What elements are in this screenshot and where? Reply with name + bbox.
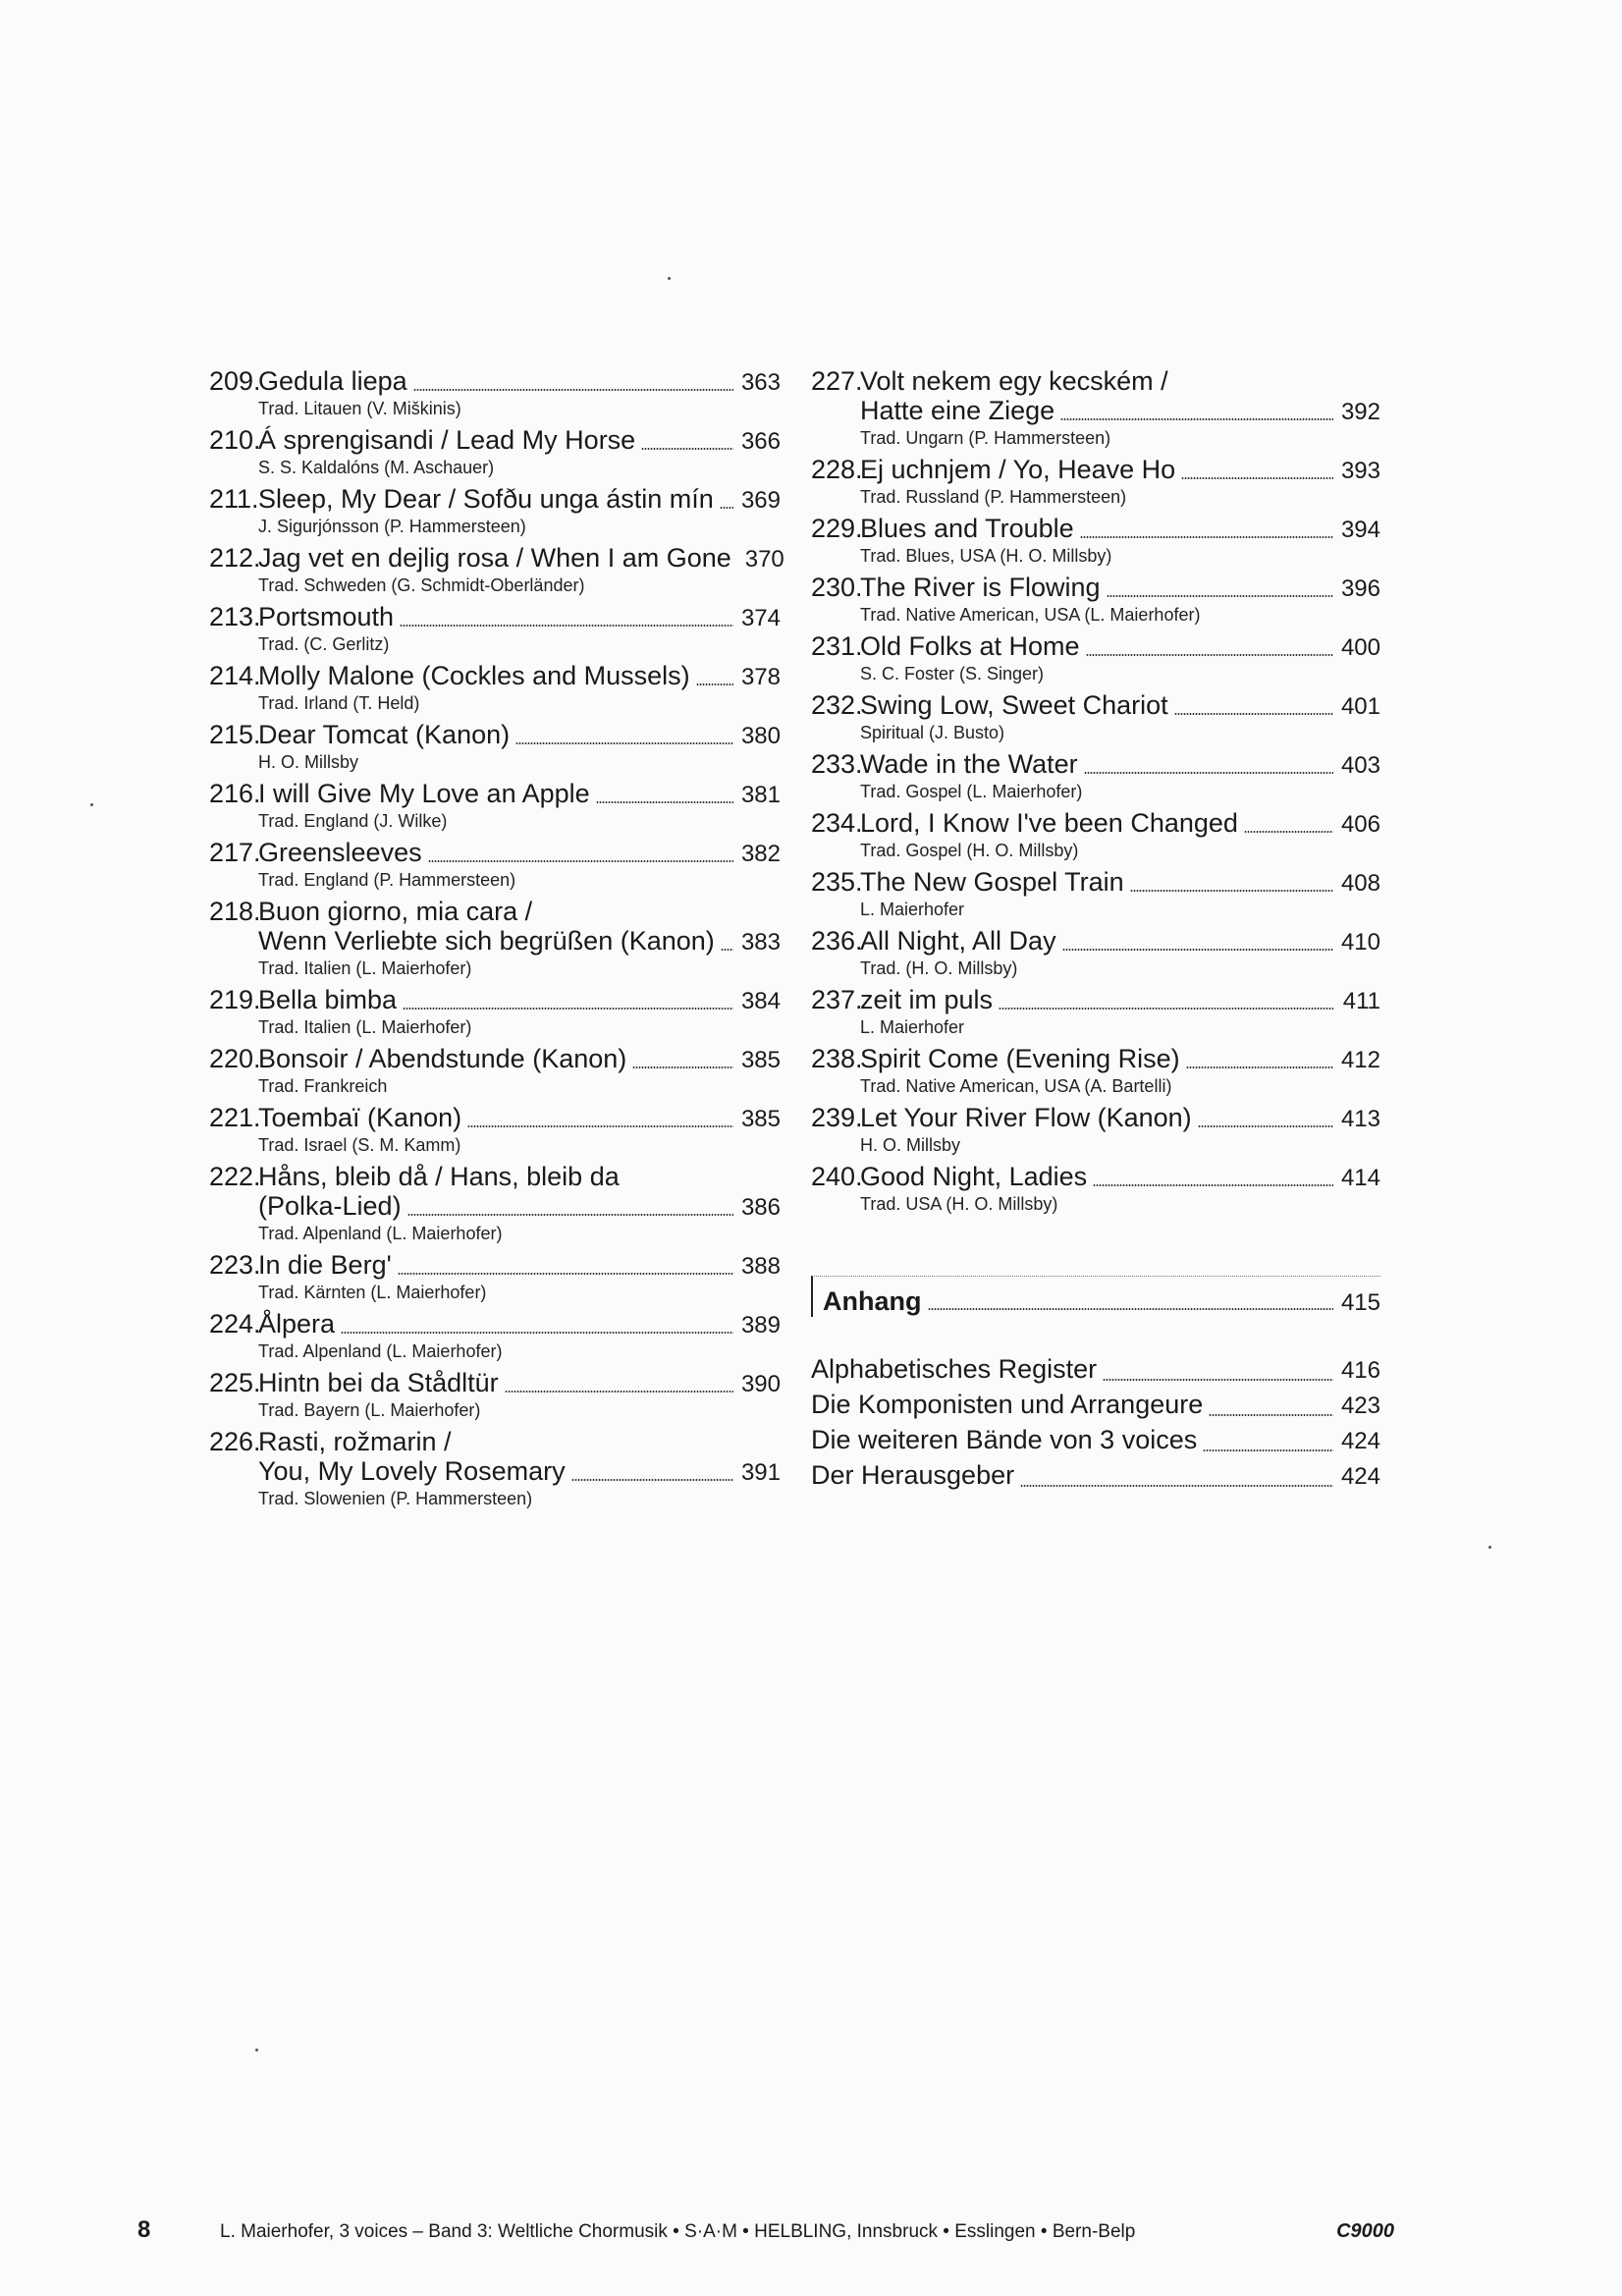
- appendix-page: 423: [1340, 1393, 1380, 1419]
- entry-credit: Spiritual (J. Busto): [860, 723, 1005, 742]
- entry-page: 388: [740, 1253, 781, 1280]
- leader-dots: [1130, 890, 1333, 892]
- entry-number: 230.: [811, 573, 863, 602]
- entry-title: Swing Low, Sweet Chariot: [860, 690, 1168, 720]
- entry-credit: Trad. Gospel (H. O. Millsby): [860, 841, 1079, 860]
- entry-title: Á sprengisandi / Lead My Horse: [258, 425, 636, 455]
- leader-dots: [413, 389, 733, 391]
- toc-entry-line: [209, 1250, 781, 1282]
- toc-entry-line: [209, 1191, 781, 1223]
- entry-number: 220.: [209, 1044, 261, 1073]
- toc-entry-line: [209, 985, 781, 1016]
- entry-number: 232.: [811, 690, 863, 720]
- toc-entry: [811, 749, 1380, 802]
- toc-entry: [811, 926, 1380, 979]
- toc-entry: [811, 985, 1380, 1038]
- leader-dots: [928, 1308, 1334, 1310]
- toc-entry-line: [811, 396, 1380, 427]
- toc-entry: [811, 514, 1380, 567]
- entry-page: 381: [740, 782, 781, 808]
- entry-title: Buon giorno, mia cara /: [258, 897, 533, 926]
- toc-entry-line: [811, 1044, 1380, 1075]
- leader-dots: [407, 1214, 733, 1216]
- appendix-title: Die weiteren Bände von 3 voices: [811, 1425, 1198, 1454]
- toc-left-column: [209, 366, 784, 1515]
- entry-credit: Trad. Italien (L. Maierhofer): [258, 1017, 472, 1037]
- appendix-page: 424: [1340, 1463, 1380, 1490]
- leader-dots: [1181, 477, 1333, 479]
- leader-dots: [1060, 418, 1333, 420]
- entry-page: 408: [1340, 870, 1380, 897]
- entry-title: All Night, All Day: [860, 926, 1056, 956]
- entry-number: 229.: [811, 514, 863, 543]
- entry-title: Sleep, My Dear / Sofðu unga ástin mín: [258, 484, 714, 514]
- toc-entry-line: [209, 425, 781, 457]
- entry-page: 370: [744, 546, 784, 573]
- entry-number: 238.: [811, 1044, 863, 1073]
- entry-number: 234.: [811, 808, 863, 838]
- entry-page: 400: [1340, 634, 1380, 661]
- toc-entry: [811, 573, 1380, 626]
- toc-entry: [209, 661, 781, 714]
- entry-title: I will Give My Love an Apple: [258, 779, 590, 808]
- entry-page: 369: [740, 487, 781, 514]
- entry-number: 226.: [209, 1427, 261, 1456]
- entry-number: 237.: [811, 985, 863, 1014]
- leader-dots: [400, 625, 733, 627]
- entry-page: 380: [740, 723, 781, 749]
- entry-number: 225.: [209, 1368, 261, 1397]
- entry-credit: Trad. Ungarn (P. Hammersteen): [860, 428, 1111, 448]
- entry-page: 386: [740, 1194, 781, 1221]
- entry-title: Let Your River Flow (Kanon): [860, 1103, 1192, 1132]
- appendix-title: Der Herausgeber: [811, 1460, 1015, 1490]
- toc-entry-line: [811, 1103, 1380, 1134]
- entry-credit: J. Sigurjónsson (P. Hammersteen): [258, 517, 526, 536]
- entry-page: 374: [740, 605, 781, 631]
- toc-entry: [811, 1162, 1380, 1215]
- entry-number: 240.: [811, 1162, 863, 1191]
- toc-entry-line: [209, 1368, 781, 1399]
- entry-credit: H. O. Millsby: [860, 1135, 961, 1155]
- leader-dots: [467, 1125, 733, 1127]
- leader-dots: [596, 801, 733, 803]
- leader-dots: [1080, 536, 1333, 538]
- toc-entry-line: [811, 808, 1380, 840]
- toc-entry-line: [209, 1162, 781, 1191]
- toc-entry: [209, 1368, 781, 1421]
- toc-entry-line: [209, 1103, 781, 1134]
- entry-credit: Trad. Irland (T. Held): [258, 693, 420, 713]
- footer-page-number: 8: [137, 2216, 151, 2243]
- entry-credit: Trad. Kärnten (L. Maierhofer): [258, 1283, 487, 1302]
- entry-credit: S. S. Kaldalóns (M. Aschauer): [258, 458, 495, 477]
- leader-dots: [641, 448, 733, 450]
- entry-number: 224.: [209, 1309, 261, 1339]
- toc-entry-line: [811, 867, 1380, 899]
- toc-entry-line: [209, 1044, 781, 1075]
- entry-page: 413: [1340, 1106, 1380, 1132]
- entry-page: 389: [740, 1312, 781, 1339]
- toc-entry-line: [209, 484, 781, 516]
- toc-entry-line: [811, 514, 1380, 545]
- entry-number: 231.: [811, 631, 863, 661]
- entry-title: You, My Lovely Rosemary: [258, 1456, 566, 1486]
- toc-entry: [811, 690, 1380, 743]
- entry-title: Bonsoir / Abendstunde (Kanon): [258, 1044, 627, 1073]
- toc-entry: [209, 985, 781, 1038]
- toc-entry: [209, 425, 781, 478]
- toc-entry-line: [209, 838, 781, 869]
- entry-title: Blues and Trouble: [860, 514, 1074, 543]
- entry-page: 378: [740, 664, 781, 690]
- entry-page: 410: [1340, 929, 1380, 956]
- entry-title: Molly Malone (Cockles and Mussels): [258, 661, 690, 690]
- appendix-title: Alphabetisches Register: [811, 1354, 1098, 1384]
- entry-page: 396: [1340, 575, 1380, 602]
- entry-title: The River is Flowing: [860, 573, 1101, 602]
- entry-number: 219.: [209, 985, 261, 1014]
- leader-dots: [1062, 949, 1333, 951]
- toc-entry: [209, 1427, 781, 1509]
- entry-credit: Trad. Frankreich: [258, 1076, 388, 1096]
- entry-number: 209.: [209, 366, 261, 396]
- entry-number: 215.: [209, 720, 261, 749]
- entry-credit: Trad. (C. Gerlitz): [258, 634, 390, 654]
- appendix-page: 416: [1340, 1357, 1380, 1384]
- toc-entry-line: [209, 926, 781, 957]
- toc-entry: [209, 779, 781, 832]
- toc-entry-line: [811, 573, 1380, 604]
- appendix-entry: [811, 1352, 1380, 1388]
- leader-dots: [1086, 654, 1333, 656]
- leader-dots: [1107, 595, 1333, 597]
- anhang-title: Anhang: [823, 1286, 922, 1316]
- leader-dots: [1084, 772, 1333, 774]
- toc-entry: [811, 808, 1380, 861]
- entry-title: Toembaï (Kanon): [258, 1103, 462, 1132]
- leader-dots: [720, 507, 733, 509]
- toc-entry-line: [209, 1427, 781, 1456]
- entry-number: 212.: [209, 543, 261, 573]
- anhang-heading: [811, 1276, 1380, 1317]
- entry-title: Volt nekem egy kecském /: [860, 366, 1168, 396]
- entry-page: 394: [1340, 517, 1380, 543]
- entry-title: The New Gospel Train: [860, 867, 1124, 897]
- leader-dots: [398, 1273, 733, 1275]
- leader-dots: [1020, 1485, 1333, 1487]
- entry-title: Wade in the Water: [860, 749, 1078, 779]
- entry-page: 383: [740, 929, 781, 956]
- entry-credit: Trad. Litauen (V. Miškinis): [258, 399, 461, 418]
- entry-credit: L. Maierhofer: [860, 1017, 965, 1037]
- entry-page: 392: [1340, 399, 1380, 425]
- leader-dots: [1198, 1125, 1333, 1127]
- entry-number: 236.: [811, 926, 863, 956]
- toc-entry: [209, 720, 781, 773]
- entry-page: 390: [740, 1371, 781, 1397]
- toc-entry: [209, 897, 781, 979]
- entry-title: Dear Tomcat (Kanon): [258, 720, 511, 749]
- leader-dots: [1174, 713, 1333, 715]
- entry-credit: Trad. Native American, USA (A. Bartelli): [860, 1076, 1172, 1096]
- leader-dots: [403, 1008, 733, 1010]
- toc-entry: [811, 366, 1380, 449]
- toc-entry-line: [209, 1456, 781, 1488]
- toc-entry-line: [811, 985, 1380, 1016]
- page-footer: [137, 2216, 1394, 2244]
- entry-credit: Trad. Bayern (L. Maierhofer): [258, 1400, 481, 1420]
- entry-page: 366: [740, 428, 781, 455]
- leader-dots: [1203, 1449, 1333, 1451]
- toc-entry: [209, 1103, 781, 1156]
- entry-credit: Trad. Alpenland (L. Maierhofer): [258, 1341, 503, 1361]
- entry-page: 385: [740, 1047, 781, 1073]
- leader-dots: [515, 742, 733, 744]
- entry-number: 217.: [209, 838, 261, 867]
- entry-credit: Trad. England (P. Hammersteen): [258, 870, 516, 890]
- leader-dots: [1209, 1414, 1333, 1416]
- entry-title: Greensleeves: [258, 838, 422, 867]
- toc-entry: [209, 602, 781, 655]
- toc-entry-line: [811, 749, 1380, 781]
- entry-number: 223.: [209, 1250, 261, 1280]
- toc-entry-line: [209, 720, 781, 751]
- leader-dots: [999, 1008, 1333, 1010]
- leader-dots: [505, 1391, 733, 1393]
- appendix-page: 424: [1340, 1428, 1380, 1454]
- toc-entry: [209, 1162, 781, 1244]
- appendix-entry: [811, 1458, 1380, 1494]
- leader-dots: [571, 1479, 733, 1481]
- scan-speck: [1488, 1546, 1491, 1549]
- toc-entry: [811, 867, 1380, 920]
- toc-entry: [811, 631, 1380, 684]
- entry-credit: H. O. Millsby: [258, 752, 359, 772]
- appendix-list: [811, 1352, 1380, 1494]
- leader-dots: [721, 949, 733, 951]
- entry-title: Rasti, rožmarin /: [258, 1427, 452, 1456]
- entry-title: Bella bimba: [258, 985, 398, 1014]
- toc-entry: [209, 1309, 781, 1362]
- entry-page: 406: [1340, 811, 1380, 838]
- toc-right-column: [811, 366, 1380, 1494]
- entry-title: Ej uchnjem / Yo, Heave Ho: [860, 455, 1176, 484]
- toc-entry-line: [811, 631, 1380, 663]
- entry-credit: Trad. Israel (S. M. Kamm): [258, 1135, 461, 1155]
- entry-page: 414: [1340, 1165, 1380, 1191]
- entry-title: In die Berg': [258, 1250, 392, 1280]
- entry-page: 385: [740, 1106, 781, 1132]
- entry-page: 403: [1340, 752, 1380, 779]
- entry-title: Lord, I Know I've been Changed: [860, 808, 1238, 838]
- toc-entry-line: [811, 366, 1380, 396]
- entry-credit: Trad. Alpenland (L. Maierhofer): [258, 1224, 503, 1243]
- entry-page: 382: [740, 841, 781, 867]
- scan-speck: [668, 277, 671, 280]
- leader-dots: [341, 1332, 733, 1334]
- entry-credit: Trad. Gospel (L. Maierhofer): [860, 782, 1083, 801]
- entry-number: 222.: [209, 1162, 261, 1191]
- entry-number: 221.: [209, 1103, 261, 1132]
- entry-credit: Trad. Blues, USA (H. O. Millsby): [860, 546, 1112, 566]
- toc-entry-line: [209, 602, 781, 633]
- entry-page: 391: [740, 1459, 781, 1486]
- appendix-entry: [811, 1423, 1380, 1458]
- toc-entry: [811, 455, 1380, 508]
- entry-credit: Trad. England (J. Wilke): [258, 811, 448, 831]
- footer-code: C9000: [1336, 2220, 1394, 2242]
- leader-dots: [1093, 1184, 1333, 1186]
- appendix-entry: [811, 1388, 1380, 1423]
- toc-entry-line: [811, 926, 1380, 957]
- entry-credit: Trad. Native American, USA (L. Maierhofer): [860, 605, 1201, 625]
- entry-page: 363: [740, 369, 781, 396]
- toc-entry-line: [209, 366, 781, 398]
- entry-number: 210.: [209, 425, 261, 455]
- footer-text: L. Maierhofer, 3 voices – Band 3: Weltliche Chormusik • S·A·M • HELBLING, Innsbruck • Esslingen • Bern-Belp: [220, 2221, 1136, 2242]
- entry-number: 213.: [209, 602, 261, 631]
- leader-dots: [1244, 831, 1333, 833]
- toc-entry: [209, 366, 781, 419]
- toc-entry: [811, 1103, 1380, 1156]
- toc-entry-line: [209, 779, 781, 810]
- entry-credit: Trad. Russland (P. Hammersteen): [860, 487, 1127, 507]
- entry-title: Portsmouth: [258, 602, 395, 631]
- entry-title: Gedula liepa: [258, 366, 407, 396]
- entry-number: 233.: [811, 749, 863, 779]
- entry-credit: Trad. (H. O. Millsby): [860, 958, 1018, 978]
- entry-title: Hintn bei da Stådltür: [258, 1368, 499, 1397]
- entry-title: Jag vet en dejlig rosa / When I am Gone: [258, 543, 731, 573]
- entry-title: Håns, bleib då / Hans, bleib da: [258, 1162, 620, 1191]
- toc-entry-line: [209, 543, 784, 574]
- entry-credit: Trad. Slowenien (P. Hammersteen): [258, 1489, 533, 1508]
- leader-dots: [1186, 1066, 1333, 1068]
- entry-credit: Trad. USA (H. O. Millsby): [860, 1194, 1058, 1214]
- entry-page: 393: [1340, 458, 1380, 484]
- toc-entry: [209, 838, 781, 891]
- entry-title: Hatte eine Ziege: [860, 396, 1055, 425]
- toc-entry-line: [209, 897, 781, 926]
- toc-entry-line: [811, 1162, 1380, 1193]
- entry-title: Ålpera: [258, 1309, 336, 1339]
- entry-credit: S. C. Foster (S. Singer): [860, 664, 1045, 683]
- leader-dots: [428, 860, 733, 862]
- toc-entry-line: [811, 455, 1380, 486]
- entry-title: zeit im puls: [860, 985, 994, 1014]
- leader-dots: [632, 1066, 733, 1068]
- entry-title: Old Folks at Home: [860, 631, 1080, 661]
- leader-dots: [696, 683, 733, 685]
- entry-number: 214.: [209, 661, 261, 690]
- entry-title: Spirit Come (Evening Rise): [860, 1044, 1180, 1073]
- entry-credit: Trad. Schweden (G. Schmidt-Oberländer): [258, 575, 585, 595]
- entry-credit: L. Maierhofer: [860, 900, 965, 919]
- scan-speck: [255, 2049, 258, 2051]
- leader-dots: [1103, 1379, 1333, 1381]
- entry-title: Wenn Verliebte sich begrüßen (Kanon): [258, 926, 715, 956]
- toc-entry: [811, 1044, 1380, 1097]
- scan-speck: [90, 803, 93, 806]
- entry-number: 216.: [209, 779, 261, 808]
- toc-entry-line: [209, 661, 781, 692]
- entry-page: 401: [1340, 693, 1380, 720]
- entry-number: 211.: [209, 484, 259, 514]
- appendix-title: Die Komponisten und Arrangeure: [811, 1390, 1204, 1419]
- entry-title: Good Night, Ladies: [860, 1162, 1088, 1191]
- entry-page: 384: [740, 988, 781, 1014]
- toc-entry-line: [811, 690, 1380, 722]
- entry-title: (Polka-Lied): [258, 1191, 402, 1221]
- toc-entry: [209, 1250, 781, 1303]
- entry-page: 411: [1342, 988, 1380, 1014]
- toc-entry-line: [209, 1309, 781, 1340]
- entry-number: 235.: [811, 867, 863, 897]
- toc-entry: [209, 543, 784, 596]
- entry-number: 227.: [811, 366, 863, 396]
- entry-number: 218.: [209, 897, 261, 926]
- entry-page: 412: [1340, 1047, 1380, 1073]
- toc-entry: [209, 1044, 781, 1097]
- entry-credit: Trad. Italien (L. Maierhofer): [258, 958, 472, 978]
- entry-number: 228.: [811, 455, 863, 484]
- toc-entry: [209, 484, 781, 537]
- anhang-page: 415: [1340, 1289, 1380, 1316]
- entry-number: 239.: [811, 1103, 863, 1132]
- toc-right-entries: [811, 366, 1380, 1215]
